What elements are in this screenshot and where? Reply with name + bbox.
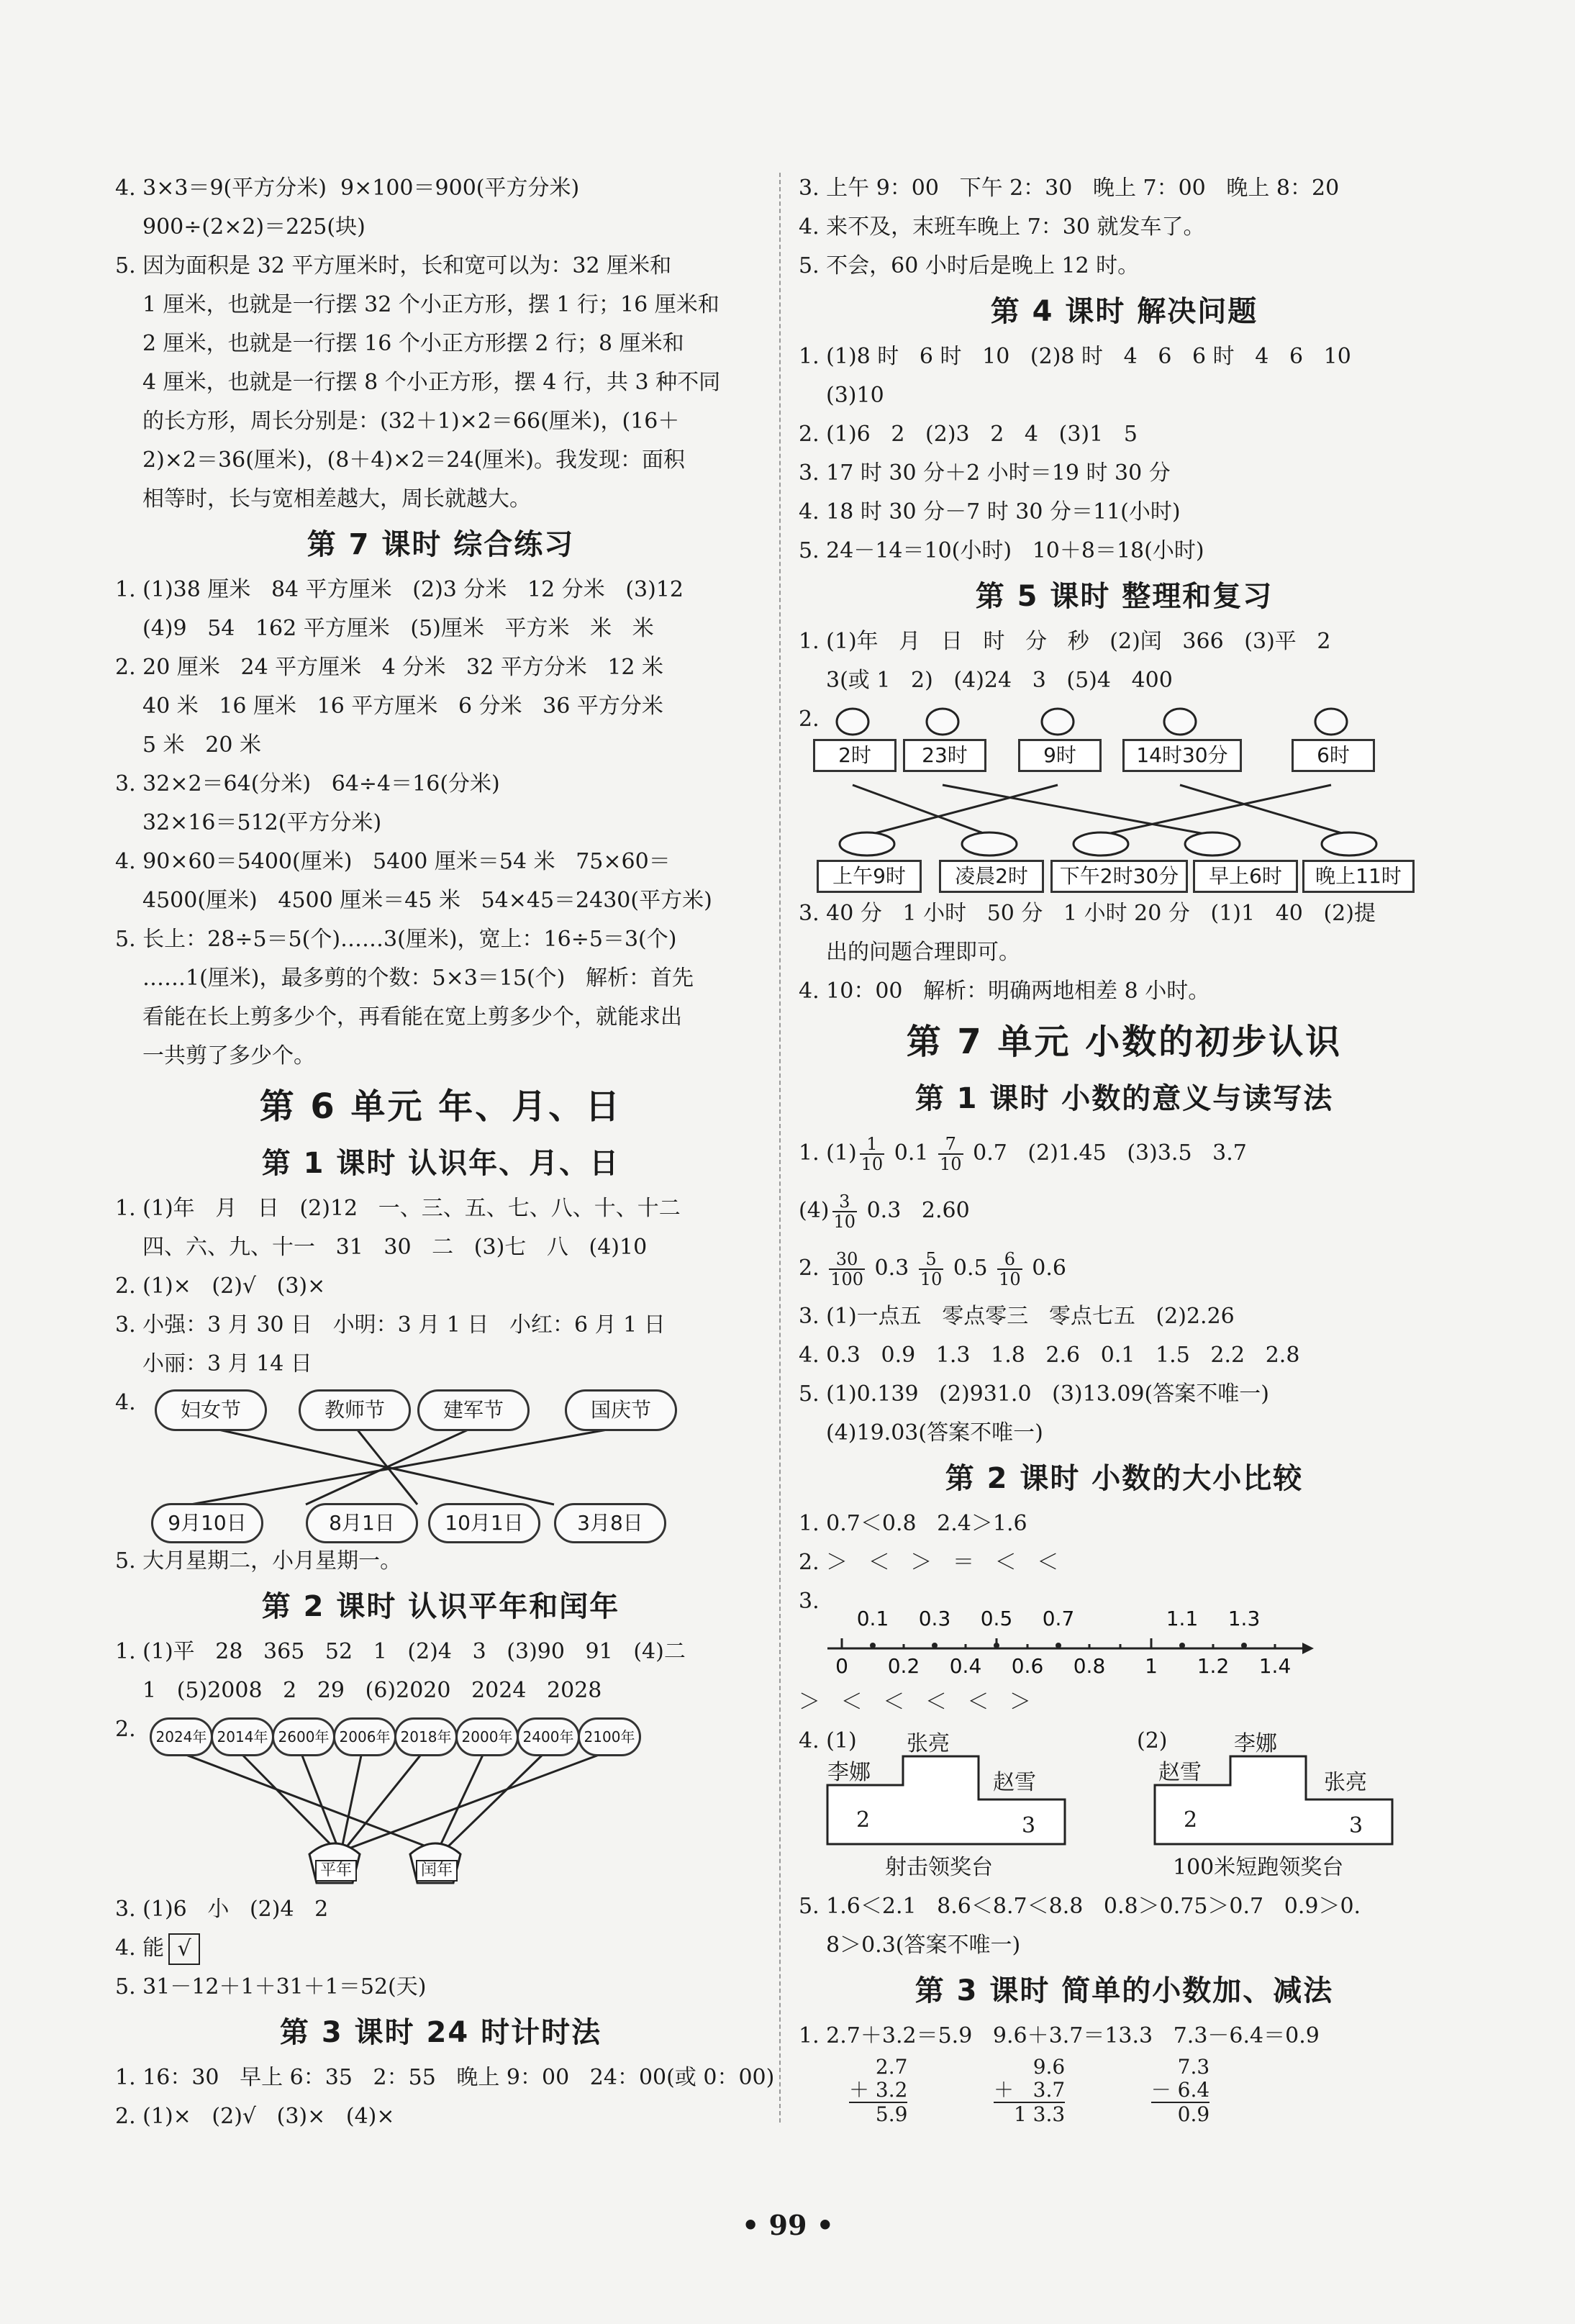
answer-line: [115, 1929, 766, 1968]
number-line-bottom-label: 0.8: [1073, 1654, 1106, 1678]
question-number: 4. (1): [799, 1728, 857, 1753]
answer-line: 1. (1)年 月 日 时 分 秒 (2)闰 366 (3)平 2: [799, 629, 1331, 654]
answer-line: 4500(厘米) 4500 厘米＝45 米 54×45＝2430(平方米): [142, 888, 712, 913]
column-divider: [779, 173, 781, 2123]
year-apple: 2000年: [455, 1717, 519, 1756]
cat-time-box: 6时: [1292, 739, 1375, 772]
answer-text: 0.3 2.60: [866, 1198, 970, 1223]
answer-line: 5. 大月星期二，小月星期一。: [115, 1548, 402, 1574]
answer-line: 5. 1.6＜2.1 8.6＜8.7＜8.8 0.8＞0.75＞0.7 0.9＞0.: [799, 1894, 1361, 1919]
lesson-heading: 第 2 课时 小数的大小比较: [945, 1462, 1304, 1495]
answer-line: 8＞0.3(答案不唯一): [826, 1933, 1021, 1958]
answer-line: 1. (1)平 28 365 52 1 (2)4 3 (3)90 91 (4)二: [115, 1639, 686, 1664]
answer-line: 2. ＞ ＜ ＞ ＝ ＜ ＜: [799, 1550, 1059, 1575]
numerator: 5: [919, 1250, 944, 1270]
answer-line: 4 厘米，也就是一行摆 8 个小正方形，摆 4 行，共 3 种不同: [142, 370, 721, 395]
answer-text: 4. 能: [115, 1935, 165, 1961]
answer-line: 四、六、九、十一 31 30 二 (3)七 八 (4)10: [142, 1235, 648, 1260]
number-line-point: [994, 1643, 999, 1648]
operand: 9.6: [1032, 2055, 1066, 2079]
question-number: 2.: [799, 707, 820, 732]
unit-heading: 第 7 单元 小数的初步认识: [906, 1022, 1343, 1062]
answer-line: 小丽：3 月 14 日: [142, 1351, 312, 1376]
answer-line: 1. (1)8 时 6 时 10 (2)8 时 4 6 6 时 4 6 10: [799, 344, 1351, 369]
answer-line: 3. (1)一点五 零点零三 零点七五 (2)2.26: [799, 1304, 1235, 1329]
answer-text: 0.5: [953, 1256, 988, 1281]
fraction: [997, 1250, 1022, 1289]
answer-line: 3. 32×2＝64(分米) 64÷4＝16(分米): [115, 771, 500, 796]
fraction: [832, 1192, 858, 1231]
question-number: 4.: [115, 1390, 136, 1415]
result: 0.9: [1151, 2102, 1209, 2126]
number-line-figure: [799, 1582, 1450, 1683]
answer-line: 900÷(2×2)＝225(块): [142, 214, 366, 240]
number-line-bottom-label: 0.6: [1011, 1654, 1044, 1678]
answer-line: 2. (1)6 2 (2)3 2 4 (3)1 5: [799, 422, 1138, 447]
answer-text: 0.1: [894, 1140, 929, 1166]
date-ellipse: 10月1日: [428, 1503, 540, 1543]
answer-line: 3. 小强：3 月 30 日 小明：3 月 1 日 小红：6 月 1 日: [115, 1312, 666, 1338]
answer-line: [799, 1182, 1450, 1240]
cat-time-box: 9时: [1018, 739, 1102, 772]
number-line-bottom-label: 0.2: [887, 1654, 920, 1678]
answer-line: (3)10: [826, 383, 884, 408]
number-line-top-label: 0.1: [856, 1607, 889, 1630]
year-apple: 2600年: [272, 1717, 335, 1756]
cat-time-box: 2时: [813, 739, 897, 772]
answer-line: (4)9 54 162 平方厘米 (5)厘米 平方米 米 米: [142, 616, 654, 641]
answer-line: 1. (1)年 月 日 (2)12 一、三、五、七、八、十、十二: [115, 1196, 681, 1221]
answer-line: 2. (1)× (2)√ (3)×: [115, 1274, 326, 1299]
holiday-matching-figure: [115, 1384, 766, 1542]
answer-line: 2)×2＝36(厘米)，(8＋4)×2＝24(厘米)。我发现：面积: [142, 448, 685, 473]
operand: ＋ 3.2: [849, 2078, 908, 2102]
denominator: 10: [920, 1269, 943, 1289]
answer-line: 4. 0.3 0.9 1.3 1.8 2.6 0.1 1.5 2.2 2.8: [799, 1343, 1300, 1368]
podium-number: 2: [856, 1807, 871, 1833]
result: 5.9: [849, 2102, 907, 2126]
answer-line: 3. 40 分 1 小时 50 分 1 小时 20 分 (1)1 40 (2)提: [799, 901, 1376, 926]
answer-line: 5. 24－14＝10(小时) 10＋8＝18(小时): [799, 538, 1204, 563]
answer-text: 0.7 (2)1.45 (3)3.5 3.7: [973, 1140, 1247, 1166]
answer-line: 5 米 20 米: [142, 732, 261, 758]
numerator: 3: [832, 1192, 858, 1212]
podium-number: 3: [1349, 1813, 1363, 1838]
answer-line: 5. (1)0.139 (2)931.0 (3)13.09(答案不唯一): [799, 1381, 1269, 1407]
podium-left-name: 李娜: [827, 1760, 871, 1785]
answer-line: 1. 16：30 早上 6：35 2：55 晚上 9：00 24：00(或 0：00): [115, 2065, 775, 2090]
answer-line: 1. 2.7＋3.2＝5.9 9.6＋3.7＝13.3 7.3－6.4＝0.9: [799, 2023, 1320, 2048]
number-line-bottom-label: 1.4: [1258, 1654, 1292, 1678]
holiday-leaf: 建军节: [417, 1389, 530, 1431]
lesson-heading: 第 1 课时 认识年、月、日: [261, 1147, 620, 1180]
year-apple: 2024年: [150, 1717, 213, 1756]
fraction: [860, 1135, 885, 1174]
denominator: 100: [830, 1269, 863, 1289]
date-ellipse: 3月8日: [554, 1503, 666, 1543]
answer-line: 5. 不会，60 小时后是晚上 12 时。: [799, 253, 1140, 278]
number-line-point: [1241, 1643, 1247, 1648]
answer-line: (4)19.03(答案不唯一): [826, 1420, 1043, 1445]
operand: － 6.4: [1150, 2078, 1210, 2102]
lesson-heading: 第 7 课时 综合练习: [307, 528, 575, 561]
numerator: 6: [997, 1250, 1022, 1270]
numerator: 7: [938, 1135, 963, 1155]
answer-text: 1. (1): [799, 1140, 857, 1166]
lesson-heading: 第 5 课时 整理和复习: [975, 580, 1274, 613]
answer-line: 2. (1)× (2)√ (3)× (4)×: [115, 2104, 395, 2129]
left-column: [115, 169, 775, 2136]
vertical-calc: [1151, 2056, 1209, 2126]
podium-right-name: 张亮: [1324, 1770, 1367, 1795]
podium-top-name: 李娜: [1234, 1731, 1277, 1756]
lesson-heading: 第 2 课时 认识平年和闰年: [261, 1590, 620, 1623]
answer-text: 0.3: [874, 1256, 909, 1281]
cat-fish-figure: [799, 700, 1450, 894]
answer-line: 32×16＝512(平方分米): [142, 810, 382, 835]
answer-text: 2.: [799, 1256, 820, 1281]
podium-number: 2: [1184, 1807, 1198, 1833]
fish-time-box: 晚上11时: [1302, 860, 1415, 893]
cat-time-box: 14时30分: [1122, 739, 1242, 772]
question-number: 3.: [799, 1589, 820, 1614]
number-line-top-label: 0.7: [1042, 1607, 1075, 1630]
answer-line: 1 厘米，也就是一行摆 32 个小正方形，摆 1 行；16 厘米和: [142, 292, 720, 317]
number-line-bottom-label: 1.2: [1197, 1654, 1230, 1678]
podium-right-name: 赵雪: [993, 1770, 1036, 1795]
answer-line: ＞ ＜ ＜ ＜ ＜ ＞: [799, 1689, 1032, 1715]
date-ellipse: 8月1日: [306, 1503, 418, 1543]
number-line-point: [870, 1643, 876, 1648]
denominator: 10: [999, 1269, 1021, 1289]
year-apple: 2018年: [394, 1717, 458, 1756]
podium-caption: 100米短跑领奖台: [1173, 1855, 1344, 1880]
answer-line: 3(或 1 2) (4)24 3 (5)4 400: [826, 668, 1173, 693]
vertical-calc: [994, 2056, 1065, 2126]
lesson-heading: 第 3 课时 简单的小数加、减法: [914, 1974, 1334, 2007]
page-number: • 99 •: [742, 2209, 834, 2241]
basket-label: 平年: [315, 1860, 357, 1882]
fish-time-box: 上午9时: [817, 860, 922, 893]
fraction: [829, 1250, 865, 1289]
denominator: 10: [940, 1154, 962, 1174]
holiday-leaf: 教师节: [299, 1389, 411, 1431]
fish-time-box: 早上6时: [1193, 860, 1298, 893]
fish-time-box: 凌晨2时: [939, 860, 1044, 893]
answer-line: 4. 10：00 解析：明确两地相差 8 小时。: [799, 979, 1210, 1004]
numerator: 30: [829, 1250, 865, 1270]
operand: ＋ 3.7: [993, 2078, 1066, 2102]
year-apple: 2400年: [517, 1717, 580, 1756]
denominator: 10: [833, 1212, 856, 1232]
podium-left-name: 赵雪: [1158, 1760, 1202, 1785]
question-number: 2.: [115, 1717, 136, 1742]
number-line-bottom-label: 1: [1145, 1654, 1158, 1678]
answer-line: 4. 18 时 30 分－7 时 30 分＝11(小时): [799, 499, 1181, 525]
question-number: (2): [1137, 1728, 1168, 1753]
answer-line: 5. 因为面积是 32 平方厘米时，长和宽可以为：32 厘米和: [115, 253, 672, 278]
vertical-calc: [849, 2056, 907, 2126]
answer-line: 1. (1)38 厘米 84 平方厘米 (2)3 分米 12 分米 (3)12: [115, 577, 684, 602]
numerator: 1: [860, 1135, 885, 1155]
check-box: √: [168, 1933, 200, 1965]
answer-line: 3. (1)6 小 (2)4 2: [115, 1897, 329, 1922]
number-line-point: [1056, 1643, 1061, 1648]
answer-line: 4. 3×3＝9(平方分米) 9×100＝900(平方分米): [115, 176, 580, 201]
holiday-leaf: 妇女节: [155, 1389, 267, 1431]
lesson-heading: 第 3 课时 24 时计时法: [279, 2016, 602, 2049]
operand: 2.7: [875, 2055, 908, 2079]
denominator: 10: [861, 1154, 884, 1174]
answer-line: 40 米 16 厘米 16 平方厘米 6 分米 36 平方分米: [142, 694, 663, 719]
answer-line: 1 (5)2008 2 29 (6)2020 2024 2028: [142, 1678, 602, 1703]
year-apple: 2014年: [211, 1717, 274, 1756]
result: 1 3.3: [994, 2102, 1065, 2126]
date-ellipse: 9月10日: [151, 1503, 263, 1543]
number-line: [799, 1582, 1450, 1683]
number-line-top-label: 0.5: [980, 1607, 1013, 1630]
answer-line: 5. 长上：28÷5＝5(个)……3(厘米)，宽上：16÷5＝3(个): [115, 927, 677, 952]
number-line-bottom-label: 0: [835, 1654, 848, 1678]
answer-line: 3. 17 时 30 分＋2 小时＝19 时 30 分: [799, 460, 1171, 486]
answer-line: ……1(厘米)，最多剪的个数：5×3＝15(个) 解析：首先: [142, 966, 694, 991]
number-line-point: [932, 1643, 938, 1648]
number-line-bottom-label: 0.4: [949, 1654, 982, 1678]
podium-caption: 射击领奖台: [885, 1855, 993, 1880]
answer-line: 4. 90×60＝5400(厘米) 5400 厘米＝54 米 75×60＝: [115, 849, 671, 874]
answer-line: 3. 上午 9：00 下午 2：30 晚上 7：00 晚上 8：20: [799, 176, 1340, 201]
answer-line: 的长方形，周长分别是：(32＋1)×2＝66(厘米)，(16＋: [142, 409, 680, 434]
unit-heading: 第 6 单元 年、月、日: [259, 1086, 622, 1127]
podium-number: 3: [1022, 1813, 1036, 1838]
answer-line: 看能在长上剪多少个，再看能在宽上剪多少个，就能求出: [142, 1004, 682, 1030]
vertical-calculations: [799, 2056, 1450, 2126]
cat-time-box: 23时: [903, 739, 986, 772]
fish-time-box: 下午2时30分: [1050, 860, 1188, 893]
answer-line: 一共剪了多少个。: [142, 1043, 315, 1068]
fraction: [919, 1250, 944, 1289]
operand: 7.3: [1177, 2055, 1210, 2079]
answer-line: 2. 20 厘米 24 平方厘米 4 分米 32 平方分米 12 米: [115, 655, 664, 680]
answer-line: 2 厘米，也就是一行摆 16 个小正方形摆 2 行；8 厘米和: [142, 331, 684, 356]
answer-text: 0.6: [1032, 1256, 1066, 1281]
answer-text: (4): [799, 1198, 830, 1223]
answer-line: [799, 1125, 1450, 1182]
answer-line: 4. 来不及，末班车晚上 7：30 就发车了。: [799, 214, 1205, 240]
number-line-top-label: 0.3: [918, 1607, 951, 1630]
lesson-heading: 第 1 课时 小数的意义与读写法: [914, 1082, 1334, 1115]
podium-top-name: 张亮: [907, 1731, 950, 1756]
answer-line: 1. 0.7＜0.8 2.4＞1.6: [799, 1511, 1027, 1536]
basket-label: 闰年: [416, 1860, 458, 1882]
holiday-leaf: 国庆节: [565, 1389, 677, 1431]
year-apple: 2006年: [333, 1717, 396, 1756]
answer-line: 5. 31－12＋1＋31＋1＝52(天): [115, 1974, 427, 2000]
fraction: [938, 1135, 963, 1174]
lesson-heading: 第 4 课时 解决问题: [990, 295, 1258, 328]
number-line-top-label: 1.1: [1166, 1607, 1199, 1630]
answer-line: [799, 1240, 1450, 1297]
podium-figure: [799, 1722, 1450, 1887]
number-line-point: [1179, 1643, 1185, 1648]
number-line-top-label: 1.3: [1227, 1607, 1261, 1630]
right-column: [799, 169, 1450, 2126]
answer-line: 出的问题合理即可。: [826, 940, 1020, 965]
answer-line: 相等时，长与宽相差越大，周长就越大。: [142, 486, 531, 512]
leap-year-figure: [115, 1710, 766, 1890]
year-apple: 2100年: [578, 1717, 641, 1756]
